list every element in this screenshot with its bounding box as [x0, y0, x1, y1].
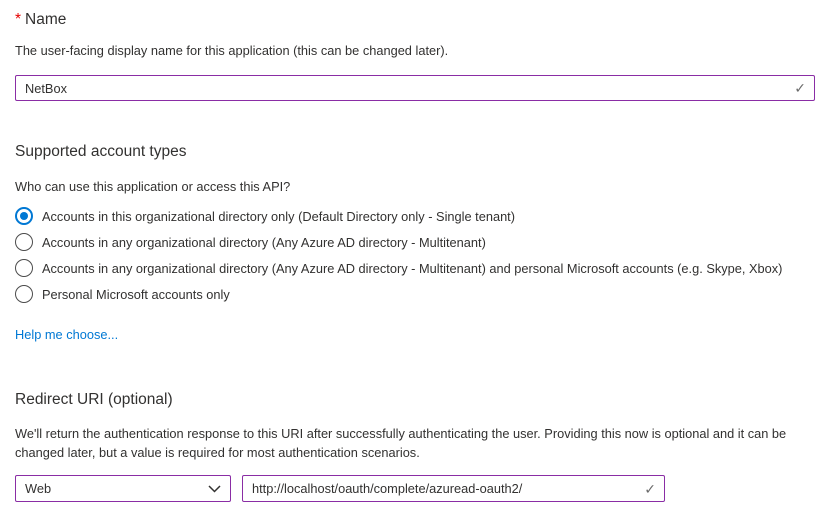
account-type-radio-option[interactable]	[15, 203, 815, 229]
chevron-down-icon	[208, 485, 221, 493]
checkmark-icon: ✓	[644, 480, 656, 497]
redirect-uri-description: We'll return the authentication response to this URI after successfully authenticating the user. Providing this now is optional and it can be changed later, but a value is required for most authentication scenarios.	[15, 426, 787, 460]
account-type-radio-option[interactable]	[15, 229, 815, 255]
redirect-uri-section-title: Redirect URI (optional)	[15, 391, 173, 408]
radio-unselected-icon[interactable]	[15, 259, 33, 277]
account-type-radio-option[interactable]	[15, 281, 815, 307]
name-title-text: Name	[25, 11, 67, 28]
account-types-question: Who can use this application or access this API?	[15, 179, 291, 194]
name-section-title	[15, 10, 815, 30]
account-type-radio-label: Accounts in this organizational directory only (Default Directory only - Single tenant)	[42, 208, 515, 224]
account-types-section-title: Supported account types	[15, 143, 187, 160]
redirect-uri-input-container	[242, 475, 665, 502]
help-me-choose-link[interactable]: Help me choose...	[15, 327, 119, 342]
radio-unselected-icon[interactable]	[15, 285, 33, 303]
platform-select[interactable]	[15, 475, 231, 502]
platform-select-value: Web	[25, 481, 52, 496]
radio-unselected-icon[interactable]	[15, 233, 33, 251]
checkmark-icon: ✓	[794, 80, 806, 96]
account-type-radio-label: Accounts in any organizational directory (Any Azure AD directory - Multitenant)	[42, 234, 486, 250]
account-type-radio-label: Accounts in any organizational directory (Any Azure AD directory - Multitenant) and personal Microsoft accounts (e.g. Skype, Xbox)	[42, 260, 783, 276]
name-input[interactable]	[16, 76, 814, 100]
redirect-uri-row	[15, 475, 815, 502]
radio-selected-icon[interactable]	[15, 207, 33, 225]
redirect-uri-input[interactable]	[243, 476, 664, 501]
account-type-radio-group	[15, 203, 815, 307]
required-asterisk: *	[15, 11, 22, 28]
name-description: The user-facing display name for this application (this can be changed later).	[15, 43, 449, 58]
account-type-radio-label: Personal Microsoft accounts only	[42, 286, 230, 302]
name-input-container	[15, 75, 815, 101]
account-type-radio-option[interactable]	[15, 255, 815, 281]
